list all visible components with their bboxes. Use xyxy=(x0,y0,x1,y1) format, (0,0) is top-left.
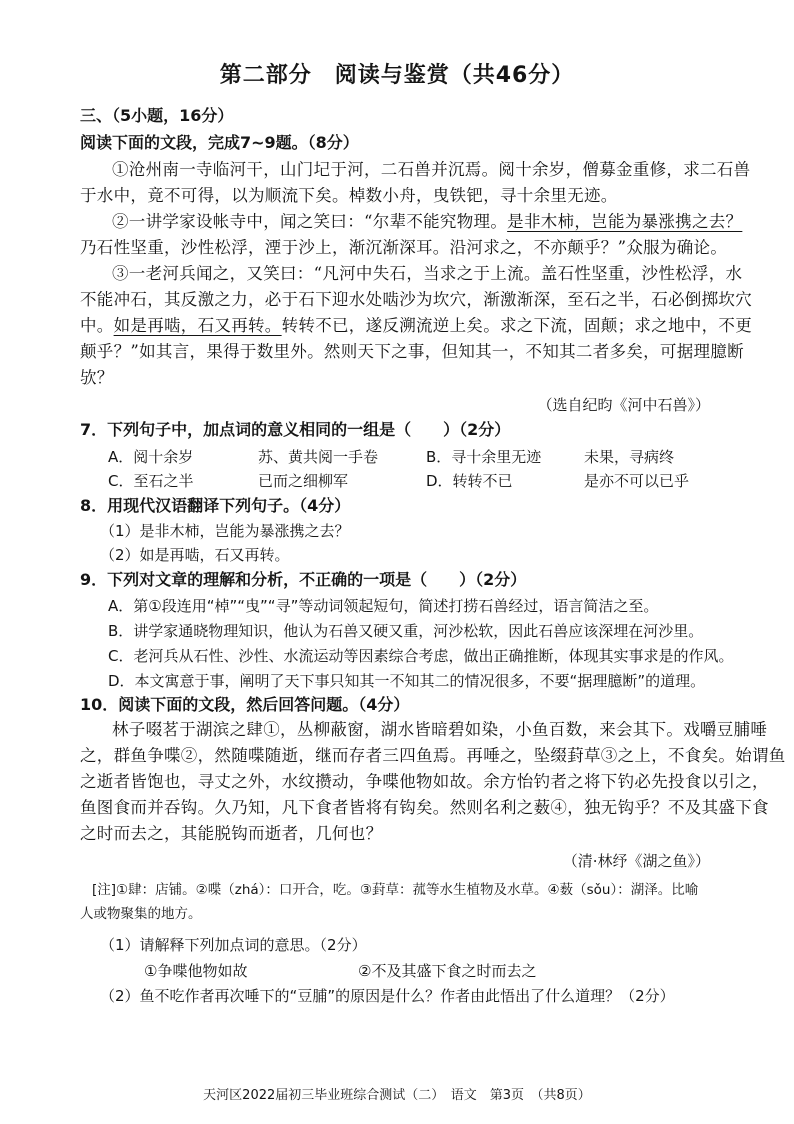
q7-option-b2: 未果，寻病终 xyxy=(584,448,675,466)
q9-option-c: C．老河兵从石性、沙性、水流运动等因素综合考虑，做出正确推断，体现其实事求是的作风。 xyxy=(108,647,734,665)
passage-p2-line2: 乃石性坚重，沙性松浮，湮于沙上，渐沉渐深耳。沿河求之，不亦颠乎？”众服为确论。 xyxy=(80,238,728,257)
passage-p3-line4: 颠乎？”如其言，果得于数里外。然则天下之事，但知其一，不知其二者多矣，可据理臆断 xyxy=(80,342,744,361)
passage-p3-line1: ③一老河兵闻之，又笑曰：“凡河中失石，当求之于上流。盖石性坚重，沙性松浮，水 xyxy=(112,264,743,283)
q10-text-line2: 之，群鱼争喋②，然随喋随逝，继而存者三四鱼焉。再唾之，坠缀葑草③之上，不食矣。始谓鱼 xyxy=(80,746,786,765)
passage-p3-text-a: 中。 xyxy=(80,316,114,335)
passage-p2-line1 xyxy=(112,212,742,232)
passage-p3-text-b: 转转不已，遂反溯流逆上矣。求之下流，固颠；求之地中，不更 xyxy=(281,316,753,335)
q7-option-b1: B．寻十余里无迹 xyxy=(426,448,542,466)
passage-p3-line5: 欤？ xyxy=(80,368,114,387)
q9-option-d: D．本文寓意于事，阐明了天下事只知其一不知其二的情况很多，不要“据理臆断”的道理。 xyxy=(108,672,706,690)
page-title: 第二部分 阅读与鉴赏（共46分） xyxy=(219,63,575,88)
q10-text-line4: 鱼图食而并吞钩。久乃知，凡下食者皆将有钩矣。然则名利之薮④，独无钩乎？不及其盛下食 xyxy=(80,798,769,817)
q10-note-line2: 人或物聚集的地方。 xyxy=(80,906,202,922)
q9-stem: 9．下列对文章的理解和分析，不正确的一项是（ ）（2分） xyxy=(80,570,527,589)
q7-option-a1: A．阅十余岁 xyxy=(108,448,194,466)
q8-sentence-1: （1）是非木柿，岂能为暴涨携之去？ xyxy=(100,522,350,540)
q9-option-b: B．讲学家通晓物理知识，他认为石兽又硬又重，河沙松软，因此石兽应该深埋在河沙里。 xyxy=(108,622,704,640)
q7-option-d2: 是亦不可以已乎 xyxy=(584,472,690,490)
q10-text-line5: 之时而去之，其能脱钩而逝者，几何也？ xyxy=(80,824,383,843)
passage-p3-line3 xyxy=(80,316,752,336)
q7-option-c1: C．至石之半 xyxy=(108,472,194,490)
section-intro: 阅读下面的文段，完成7~9题。（8分） xyxy=(80,133,359,152)
q10-word-2: ②不及其盛下食之时而去之 xyxy=(358,962,537,980)
section-heading: 三、（5小题，16分） xyxy=(80,106,234,125)
q10-text-line1: 林子啜茗于湖滨之肆①，丛柳蔽窗，湖水皆暗碧如染，小鱼百数，来会其下。戏嚼豆脯唾 xyxy=(112,720,768,739)
q10-source: （清·林纾《湖之鱼》） xyxy=(562,852,710,870)
q7-stem: 7．下列句子中，加点词的意义相同的一组是（ ）（2分） xyxy=(80,420,511,439)
q8-sentence-2: （2）如是再啮，石又再转。 xyxy=(100,546,290,564)
passage-p2-text: ②一讲学家设帐寺中，闻之笑曰：“尔辈不能究物理。 xyxy=(112,212,508,231)
q8-stem: 8．用现代汉语翻译下列句子。（4分） xyxy=(80,496,351,515)
q10-sub2: （2）鱼不吃作者再次唾下的“豆脯”的原因是什么？作者由此悟出了什么道理？（2分） xyxy=(100,987,675,1005)
passage-p1-line2: 于水中，竟不可得，以为顺流下矣。棹数小舟，曳铁钯，寻十余里无迹。 xyxy=(80,186,618,205)
passage-p1-line1: ①沧州南一寺临河干，山门圮于河，二石兽并沉焉。阅十余岁，僧募金重修，求二石兽 xyxy=(112,160,751,179)
q7-option-d1: D．转转不已 xyxy=(426,472,513,490)
q7-option-c2: 已而之细柳军 xyxy=(258,472,349,490)
q10-text-line3: 之逝者皆饱也，寻丈之外，水纹攒动，争喋他物如故。余方怡钓者之将下钓必先投食以引之， xyxy=(80,772,769,791)
passage-source: （选自纪昀《河中石兽》） xyxy=(537,396,710,414)
q7-option-a2: 苏、黄共阅一手卷 xyxy=(258,448,379,466)
q10-note-line1: [注]①肆：店铺。②喋（zhá）：口开合，吃。③葑草：菰等水生植物及水草。④薮（sǒu）：湖泽。比喻 xyxy=(92,882,699,898)
q10-word-1: ①争喋他物如故 xyxy=(144,962,248,980)
passage-p3-underlined: 如是再啮，石又再转。 xyxy=(113,316,282,335)
page-footer: 天河区2022届初三毕业班综合测试（二） 语文 第3页 （共8页） xyxy=(203,1088,591,1103)
passage-p3-line2: 不能冲石，其反激之力，必于石下迎水处啮沙为坎穴，渐激渐深，至石之半，石必倒掷坎穴 xyxy=(80,290,752,309)
q10-sub1: （1）请解释下列加点词的意思。（2分） xyxy=(100,936,367,954)
q10-stem: 10．阅读下面的文段，然后回答问题。（4分） xyxy=(80,695,410,714)
passage-p2-underlined: 是非木柿，岂能为暴涨携之去？ xyxy=(507,212,743,231)
q9-option-a: A．第①段连用“棹”“曳”“寻”等动词领起短句，简述打捞石兽经过，语言简洁之至。 xyxy=(108,597,659,615)
